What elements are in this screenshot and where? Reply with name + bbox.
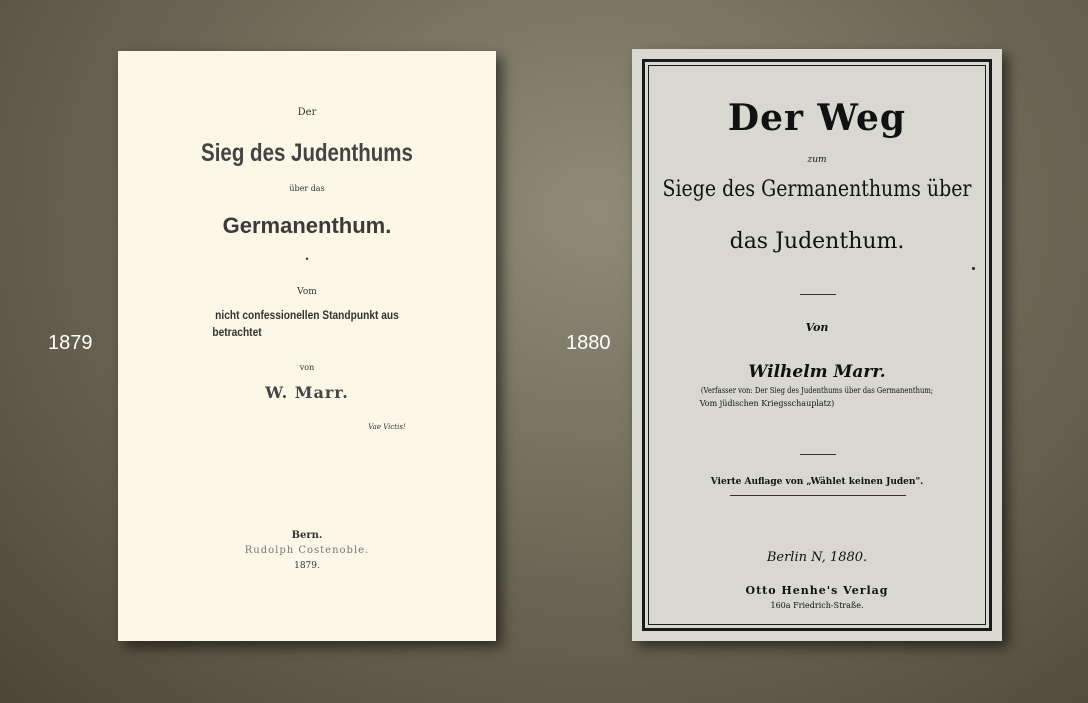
publisher-address: 160a Friedrich-Straße.	[770, 601, 864, 610]
divider-rule	[800, 454, 836, 455]
inner-border	[648, 65, 986, 625]
subtitle-line-2: das Judenthum.	[729, 229, 905, 254]
year-label-1880: 1880	[566, 332, 611, 354]
author-prefix: von	[299, 363, 315, 372]
author-prefix: Von	[805, 321, 829, 334]
subtitle-line-1: Siege des Germanenthums über	[662, 177, 972, 202]
subtitle-line-2: betrachtet	[212, 325, 262, 339]
author-name: Wilhelm Marr.	[748, 362, 886, 382]
publisher-name: Otto Henhe's Verlag	[745, 584, 889, 597]
ornament-dot: •	[304, 255, 310, 264]
title-prefix: Der	[297, 107, 317, 118]
print-speck	[972, 267, 975, 270]
book-title: Der Weg	[727, 97, 907, 139]
book-title-second-line: Germanenthum.	[222, 213, 392, 238]
publisher-name: Rudolph Costenoble.	[244, 545, 370, 556]
title-connector: über das	[289, 184, 325, 193]
title-page-1880	[632, 49, 1002, 641]
book-title: Sieg des Judenthums	[201, 139, 413, 167]
author-note-line-2: Vom jüdischen Kriegsschauplatz)	[699, 399, 835, 408]
author-name: W. Marr.	[265, 383, 349, 402]
edition-note: Vierte Auflage von „Wählet keinen Juden".	[710, 477, 924, 487]
subtitle-prefix: Vom	[297, 287, 317, 297]
divider-rule	[800, 294, 836, 295]
publication-city-year: Berlin N, 1880.	[766, 550, 868, 565]
subtitle-line-1: nicht confessionellen Standpunkt aus	[215, 308, 399, 322]
title-page-1879	[118, 51, 496, 641]
publication-year: 1879.	[294, 561, 320, 571]
motto: Vae Victis!	[368, 423, 406, 431]
title-connector: zum	[807, 155, 827, 165]
author-note-line-1: (Verfasser von: Der Sieg des Judenthums über das Germanenthum;	[700, 386, 934, 395]
year-label-1879: 1879	[48, 332, 93, 354]
divider-rule	[730, 495, 906, 496]
publication-city: Bern.	[291, 530, 323, 541]
